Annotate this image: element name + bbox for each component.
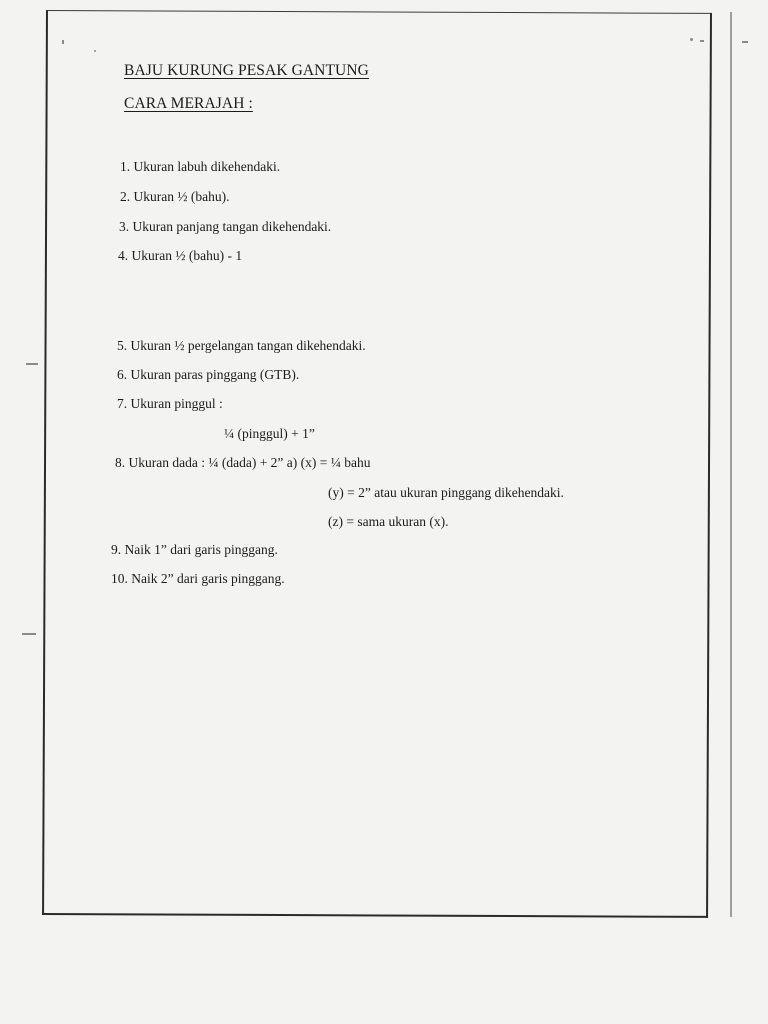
scan-mark bbox=[94, 50, 96, 52]
step-5: 5. Ukuran ½ pergelangan tangan dikehendaki. bbox=[117, 338, 366, 353]
step-8-z: (z) = sama ukuran (x). bbox=[328, 514, 449, 529]
step-8-y: (y) = 2” atau ukuran pinggang dikehendaki. bbox=[328, 485, 564, 500]
scan-edge-line bbox=[730, 12, 732, 917]
step-7: 7. Ukuran pinggul : bbox=[117, 396, 223, 411]
step-2: 2. Ukuran ½ (bahu). bbox=[120, 189, 230, 204]
step-1: 1. Ukuran labuh dikehendaki. bbox=[120, 159, 281, 174]
scan-mark bbox=[26, 363, 38, 365]
document-subtitle: CARA MERAJAH : bbox=[124, 95, 253, 112]
document-title: BAJU KURUNG PESAK GANTUNG bbox=[124, 62, 369, 79]
scan-mark bbox=[742, 41, 748, 43]
step-9: 9. Naik 1” dari garis pinggang. bbox=[111, 542, 278, 557]
step-8: 8. Ukuran dada : ¼ (dada) + 2” a) (x) = ¼ bahu bbox=[115, 455, 371, 470]
scan-mark bbox=[700, 40, 704, 42]
step-6: 6. Ukuran paras pinggang (GTB). bbox=[117, 367, 300, 382]
scan-mark bbox=[22, 633, 36, 635]
scan-mark bbox=[690, 38, 693, 41]
step-7-formula: ¼ (pinggul) + 1” bbox=[224, 426, 315, 441]
scan-mark bbox=[62, 40, 64, 44]
step-4: 4. Ukuran ½ (bahu) - 1 bbox=[118, 248, 243, 263]
step-3: 3. Ukuran panjang tangan dikehendaki. bbox=[119, 219, 332, 234]
step-10: 10. Naik 2” dari garis pinggang. bbox=[111, 571, 285, 586]
